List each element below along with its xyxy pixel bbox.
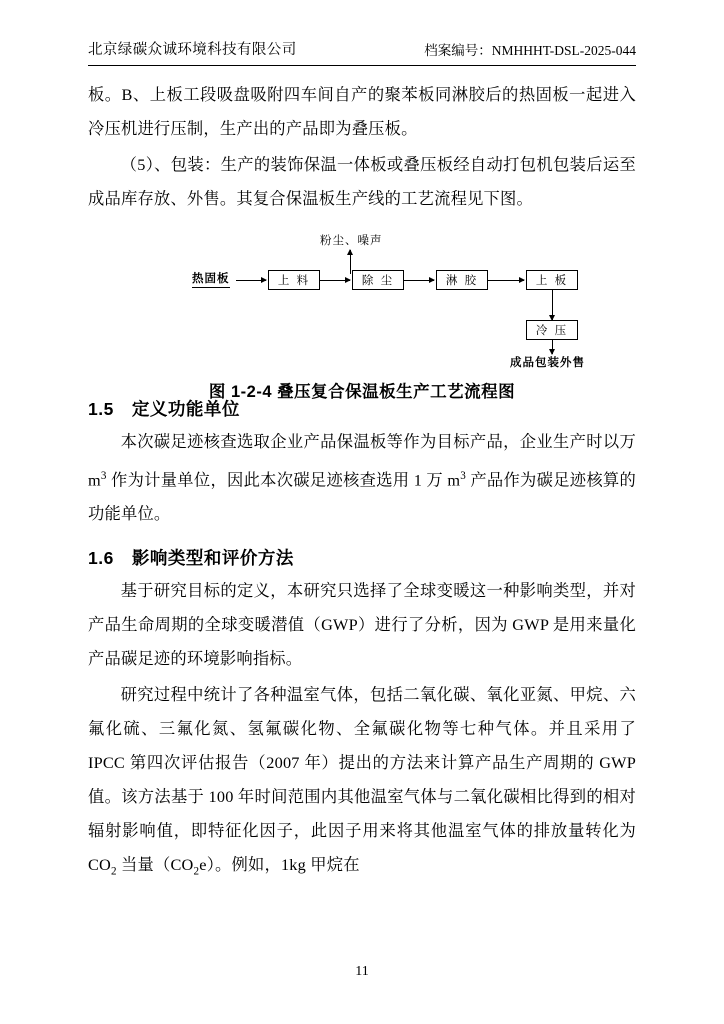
flow-arrow-0 — [236, 280, 266, 281]
paragraph-3-sup-1: 3 — [100, 470, 107, 482]
page-content — [88, 38, 636, 891]
header-divider — [88, 65, 636, 66]
process-flow-figure — [88, 232, 636, 401]
flow-arrow-5 — [552, 340, 553, 354]
header-archive-label: 档案编号： — [424, 43, 492, 58]
header-archive — [424, 39, 636, 59]
paragraph-5-part-3: e）。例如，1kg 甲烷在 — [199, 855, 360, 875]
flow-node-shangliao: 上 料 — [268, 270, 320, 290]
flow-diagram — [88, 232, 636, 372]
paragraph-3-part-3: 产品作为碳足迹核算的功能单位。 — [88, 470, 636, 524]
section-heading-1-6 — [88, 545, 636, 570]
figure-caption: 图 1-2-4 叠压复合保温板生产工艺流程图 — [208, 383, 516, 401]
paragraph-5-sub-2: 2 — [193, 865, 200, 878]
flow-node-chuchen: 除 尘 — [352, 270, 404, 290]
paragraph-5-part-2: 当量（CO — [116, 855, 194, 875]
paragraph-5-part-1: 研究过程中统计了各种温室气体，包括二氧化碳、氧化亚氮、甲烷、六氟化硫、三氟化氮、氢氟碳化物、全氟碳化物等七种气体。并且采用了 IPCC 第四次评估报告（2007 年）提出的方法来计算产品生产周期的 GWP 值。该方法基于 100 年时间范围内其他温室气体与二氧化碳相比得到的相对辐射影响值，即特征化因子，此因子用来将其他温室气体的排放量转化为 CO — [88, 685, 636, 875]
paragraph-3-part-1: 本次碳足迹核查选取企业产品保温板等作为目标产品，企业生产时以万 m — [88, 432, 636, 490]
flow-node-lengya: 冷 压 — [526, 320, 578, 340]
section-number-1-6: 1.6 — [88, 548, 114, 569]
paragraph-3-part-2: 作为计量单位，因此本次碳足迹核查选用 1 万 m — [106, 470, 461, 490]
flow-input-label: 热固板 — [192, 270, 230, 288]
paragraph-3-sup-2: 3 — [460, 470, 466, 482]
header-company: 北京绿碳众诚环境科技有限公司 — [88, 42, 297, 58]
header-archive-code: NMHHHT-DSL-2025-044 — [491, 43, 636, 58]
paragraph-5 — [88, 678, 636, 888]
page-number: 11 — [355, 964, 369, 979]
paragraph-5-sub-1: 2 — [111, 865, 117, 878]
flow-arrow-3 — [488, 280, 524, 281]
flow-node-linjiao: 淋 胶 — [436, 270, 488, 290]
paragraph-2: （5）、包装：生产的装饰保温一体板或叠压板经自动打包机包装后运至成品库存放、外售。其复合保温板生产线的工艺流程见下图。 — [88, 155, 636, 208]
paragraph-3 — [88, 425, 636, 531]
page-header — [88, 38, 636, 65]
flow-arrow-2 — [404, 280, 434, 281]
paragraph-1: 板。B、上板工段吸盘吸附四车间自产的聚苯板同淋胶后的热固板一起进入冷压机进行压制，生产出的产品即为叠压板。 — [88, 85, 636, 138]
flow-emission-label: 粉尘、噪声 — [320, 235, 383, 247]
flow-node-shangban: 上 板 — [526, 270, 578, 290]
section-number-1-5: 1.5 — [88, 399, 114, 419]
section-title-1-6: 影响类型和评价方法 — [131, 548, 294, 569]
paragraph-4: 基于研究目标的定义，本研究只选择了全球变暖这一种影响类型，并对产品生命周期的全球变暖潜值（GWP）进行了分析，因为 GWP 是用来量化产品碳足迹的环境影响指标。 — [88, 581, 636, 669]
flow-output-label: 成品包装外售 — [510, 357, 585, 369]
flow-arrow-4 — [552, 290, 553, 320]
section-title-1-5: 定义功能单位 — [131, 399, 240, 419]
flow-arrow-1 — [320, 280, 350, 281]
flow-arrow-emission-up — [350, 250, 351, 274]
